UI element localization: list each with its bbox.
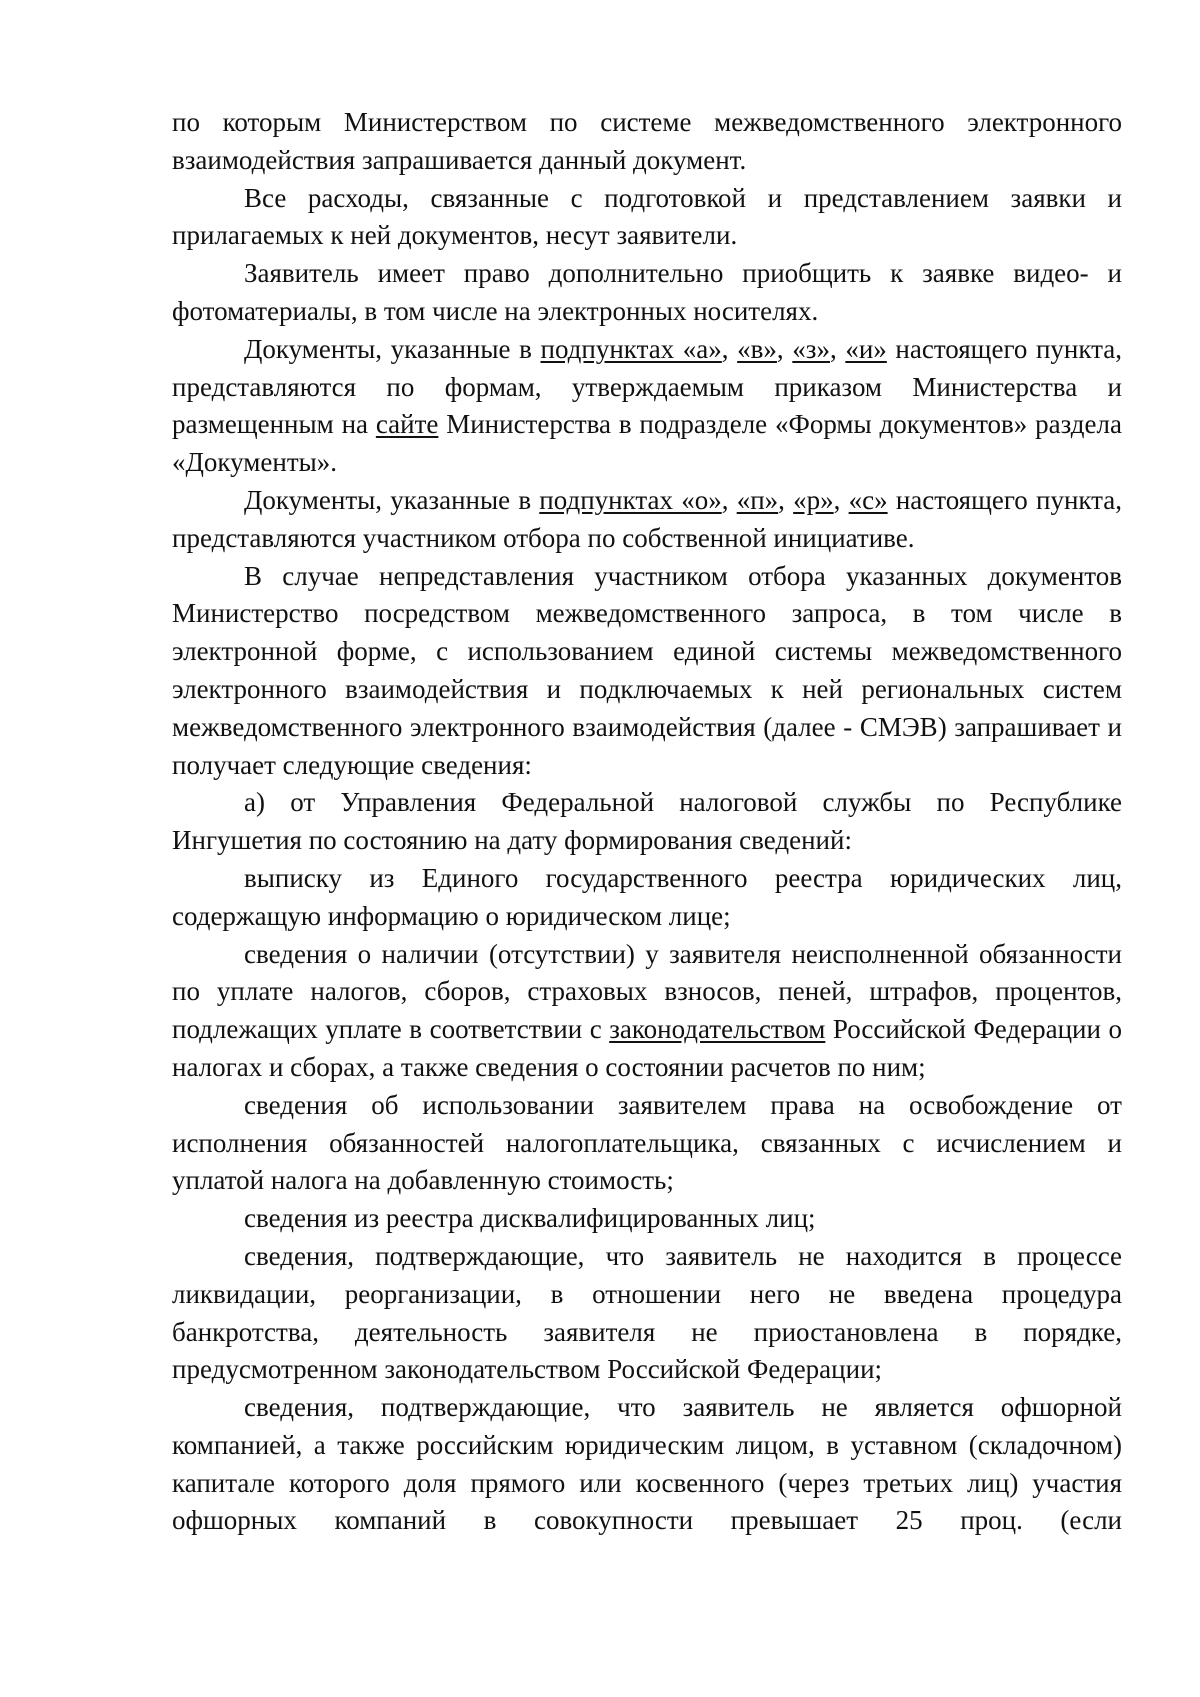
separator: , [833,484,849,515]
subpoint-i-link[interactable]: «и» [845,333,887,364]
paragraph-1: по которым Министерством по системе межведомственного электронного взаимодействия запрашивается данный документ. [172,107,1122,175]
paragraph-5-text-2: настоящего пункта, представляются участником отбора по собственной инициативе. [172,484,1123,553]
separator: , [721,333,738,364]
paragraph-4-text-3: Министерства в подразделе «Формы документов» раздела «Документы». [172,409,1122,478]
paragraph-5 [172,482,1122,558]
subpoints-o-link[interactable]: подпунктах «о» [539,484,722,515]
separator: , [829,333,846,364]
paragraph-2: Все расходы, связанные с подготовкой и представлением заявки и прилагаемых к ней документов, несут заявители. [172,182,1122,251]
paragraph-9 [172,936,1122,1087]
paragraph-7: а) от Управления Федеральной налоговой службы по Республике Ингушетия по состоянию на дату формирования сведений: [172,787,1122,856]
separator: , [778,484,794,515]
legislation-link[interactable]: законодательством [609,1014,826,1045]
paragraph-9-text-2: Российской Федерации о налогах и сборах, а также сведения о состоянии расчетов по ним; [172,1014,1122,1082]
paragraph-4 [172,331,1122,482]
subpoint-p-link[interactable]: «п» [736,484,779,515]
paragraph-4-text-2: настоящего пункта, представляются по формам, утверждаемым приказом Министерства и размещенным на [172,333,1123,440]
subpoint-s-link[interactable]: «с» [848,484,888,515]
paragraph-12: сведения, подтверждающие, что заявитель не находится в процессе ликвидации, реорганизации, в отношении него не введена процедура банкротства, деятельность заявителя не приостановлена в порядке, предусмотренном законодательством Российской Федерации; [172,1240,1122,1385]
paragraph-8: выписку из Единого государственного реестра юридических лиц, содержащую информацию о юридическом лице; [172,862,1122,931]
subpoints-a-link[interactable]: подпунктах «а» [540,333,722,364]
paragraph-13: сведения, подтверждающие, что заявитель не является офшорной компанией, а также российским юридическим лицом, в уставном (складочном) капитале которого доля прямого или косвенного (через третьих лиц) участия офшорных компаний в совокупности превышает 25 проц. (если [172,1392,1122,1536]
subpoint-z-link[interactable]: «з» [792,333,830,364]
separator: , [776,333,793,364]
paragraph-4-text-1: Документы, указанные в [244,333,541,364]
paragraph-10: сведения об использовании заявителем права на освобождение от исполнения обязанностей налогоплательщика, связанных с исчислением и уплатой налога на добавленную стоимость; [172,1089,1122,1196]
document-page [172,104,1122,1540]
site-link[interactable]: сайте [375,409,439,440]
subpoint-r-link[interactable]: «р» [793,484,834,515]
paragraph-9-text-1: сведения о наличии (отсутствии) у заявителя неисполненной обязанности по уплате налогов, сборов, страховых взносов, пеней, штрафов, процентов, подлежащих уплате в соответствии с [172,938,1122,1045]
paragraph-5-text-1: Документы, указанные в [244,484,540,515]
paragraph-3: Заявитель имеет право дополнительно приобщить к заявке видео- и фотоматериалы, в том числе на электронных носителях. [172,258,1122,326]
paragraph-11: сведения из реестра дисквалифицированных лиц; [244,1203,816,1234]
paragraph-6: В случае непредставления участником отбора указанных документов Министерство посредством межведомственного запроса, в том числе в электронной форме, с использованием единой системы межведомственного электронного взаимодействия и подключаемых к ней региональных систем межведомственного электронного взаимодействия (далее - СМЭВ) запрашивает и получает следующие сведения: [172,560,1122,780]
subpoint-v-link[interactable]: «в» [737,333,777,364]
separator: , [721,484,737,515]
